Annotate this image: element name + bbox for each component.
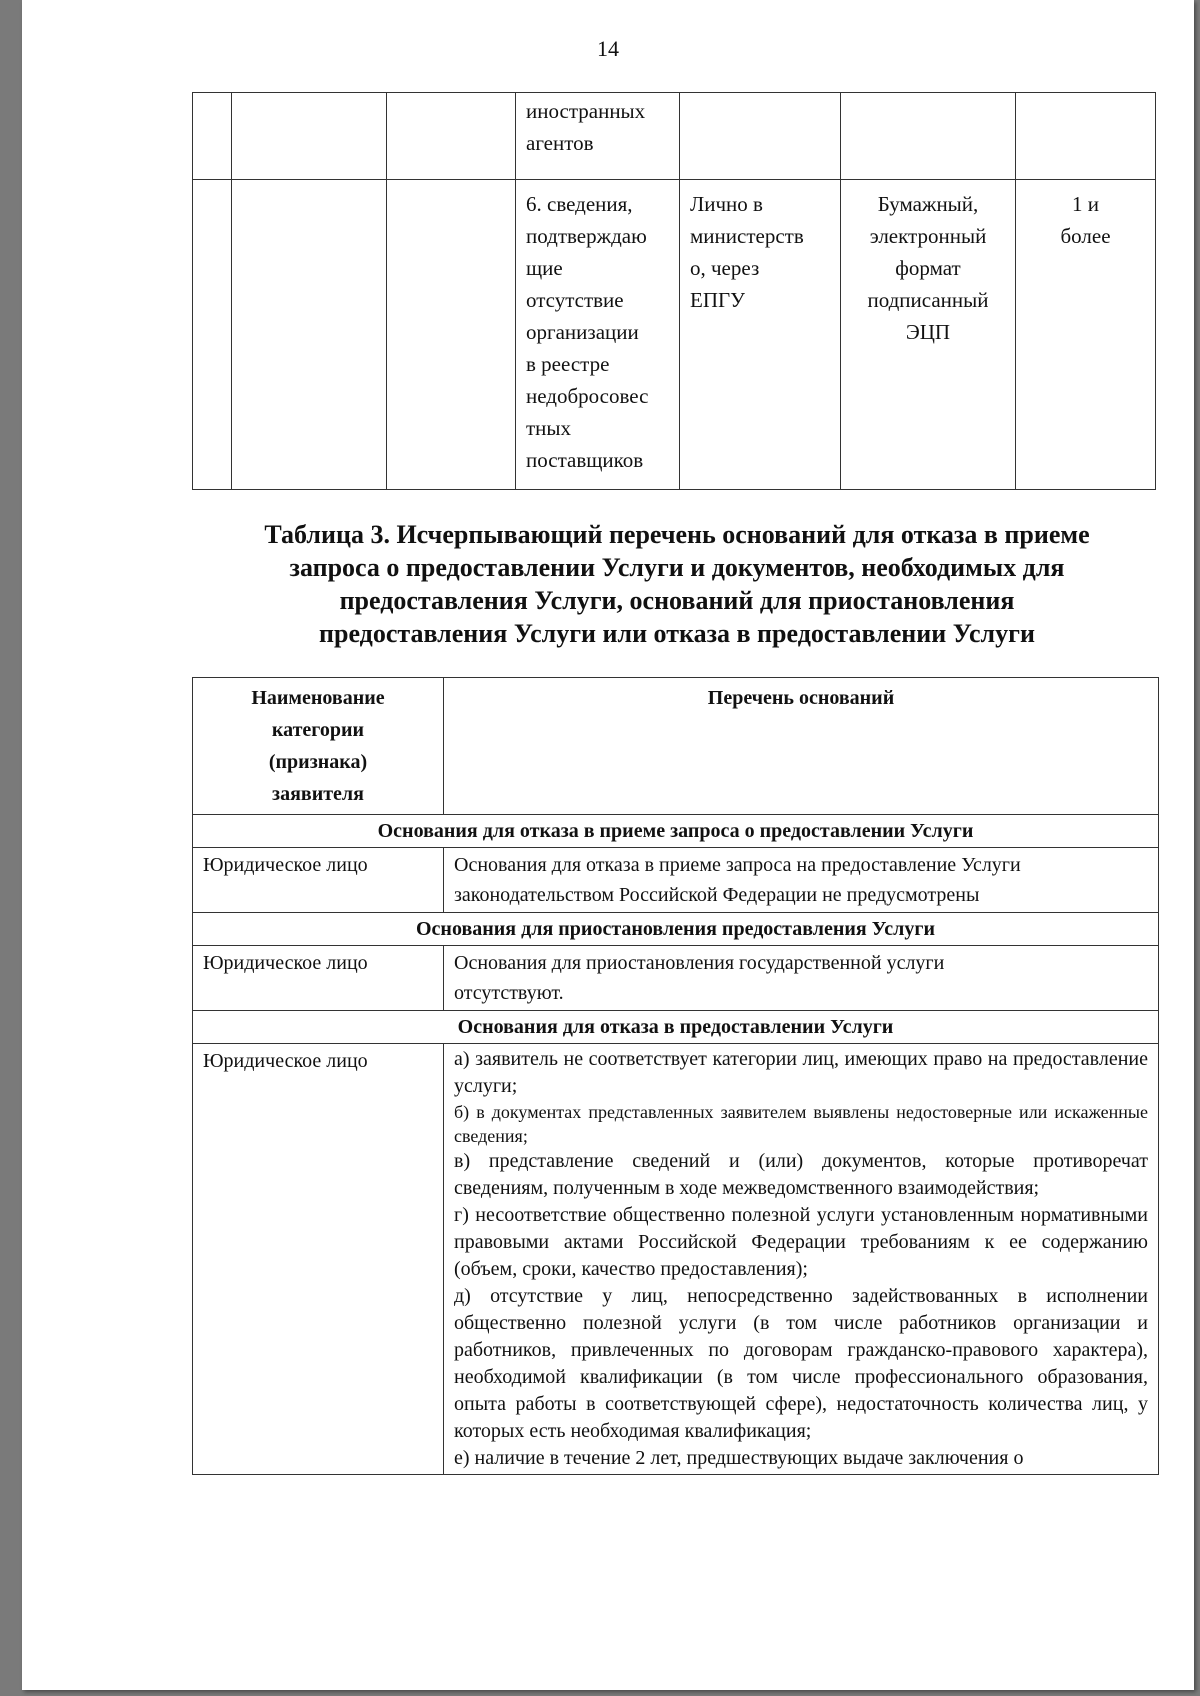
table-row: [193, 848, 1159, 913]
refusal-item: е) наличие в течение 2 лет, предшествующих выдаче заключения о: [454, 1447, 1024, 1469]
count-cell: [1016, 93, 1156, 180]
category-cell: Юридическое лицо: [193, 946, 444, 1011]
format-cell: Бумажный, электронный формат подписанный ЭЦП: [841, 180, 1016, 490]
refusal-item: г) несоответствие общественно полезной услуги установленным нормативными правовыми актами Российской Федерации требованиям к ее содержанию (объем, сроки, качество предоставления);: [454, 1204, 1148, 1280]
empty-cell: [232, 180, 387, 490]
continuation-table: [192, 92, 1156, 490]
table-row: [193, 180, 1156, 490]
empty-cell: [193, 93, 232, 180]
category-cell: Юридическое лицо: [193, 1044, 444, 1475]
empty-cell: [387, 93, 516, 180]
refusal-item: б) в документах представленных заявителем выявлены недостоверные или искаженные сведения;: [454, 1102, 1148, 1146]
page-number: 14: [597, 36, 619, 61]
method-cell: [680, 93, 841, 180]
document-cell: иностранных агентов: [516, 93, 680, 180]
refusal-item: в) представление сведений и (или) документов, которые противоречат сведениям, полученным в ходе межведомственного взаимодействия;: [454, 1150, 1148, 1199]
empty-cell: [232, 93, 387, 180]
table-row: [193, 1044, 1159, 1475]
section-row: Основания для отказа в приеме запроса о предоставлении Услуги: [193, 815, 1159, 848]
table-row: [193, 946, 1159, 1011]
table3-title: Таблица 3. Исчерпывающий перечень оснований для отказа в приеме запроса о предоставлении Услуги и документов, необходимых для предоставления Услуги, оснований для приостановления предоставления Услуги или отказа в предоставлении Услуги: [264, 520, 1090, 648]
count-cell: 1 и более: [1016, 180, 1156, 490]
table-row: [193, 93, 1156, 180]
table-header-row: [193, 678, 1159, 815]
empty-cell: [387, 180, 516, 490]
refusal-item: д) отсутствие у лиц, непосредственно задействованных в исполнении общественно полезной услуги (в том числе работников организации и работников, привлеченных по договорам гражданско-правового характера), необходимой квалификации (в том числе профессионального образования, опыта работы в соответствующей сфере), недостаточность количества лиц, у которых есть необходимая квалификация;: [454, 1285, 1148, 1442]
table3: [192, 677, 1159, 1475]
refusal-grounds-cell: [444, 1044, 1159, 1475]
document-cell: 6. сведения, подтверждаю щие отсутствие организации в реестре недобросовес тных поставщиков: [516, 180, 680, 490]
grounds-header: Перечень оснований: [444, 678, 1159, 815]
category-cell: Юридическое лицо: [193, 848, 444, 913]
method-cell: Лично в министерств о, через ЕПГУ: [680, 180, 841, 490]
section-row: Основания для приостановления предоставления Услуги: [193, 913, 1159, 946]
category-header: Наименование категории (признака) заявителя: [193, 678, 444, 815]
grounds-cell: Основания для отказа в приеме запроса на предоставление Услуги законодательством Российской Федерации не предусмотрены: [444, 848, 1159, 913]
empty-cell: [193, 180, 232, 490]
refusal-item: а) заявитель не соответствует категории лиц, имеющих право на предоставление услуги;: [454, 1048, 1148, 1097]
format-cell: [841, 93, 1016, 180]
document-page: [22, 0, 1194, 1690]
section-row: Основания для отказа в предоставлении Услуги: [193, 1011, 1159, 1044]
grounds-cell: Основания для приостановления государственной услуги отсутствуют.: [444, 946, 1159, 1011]
